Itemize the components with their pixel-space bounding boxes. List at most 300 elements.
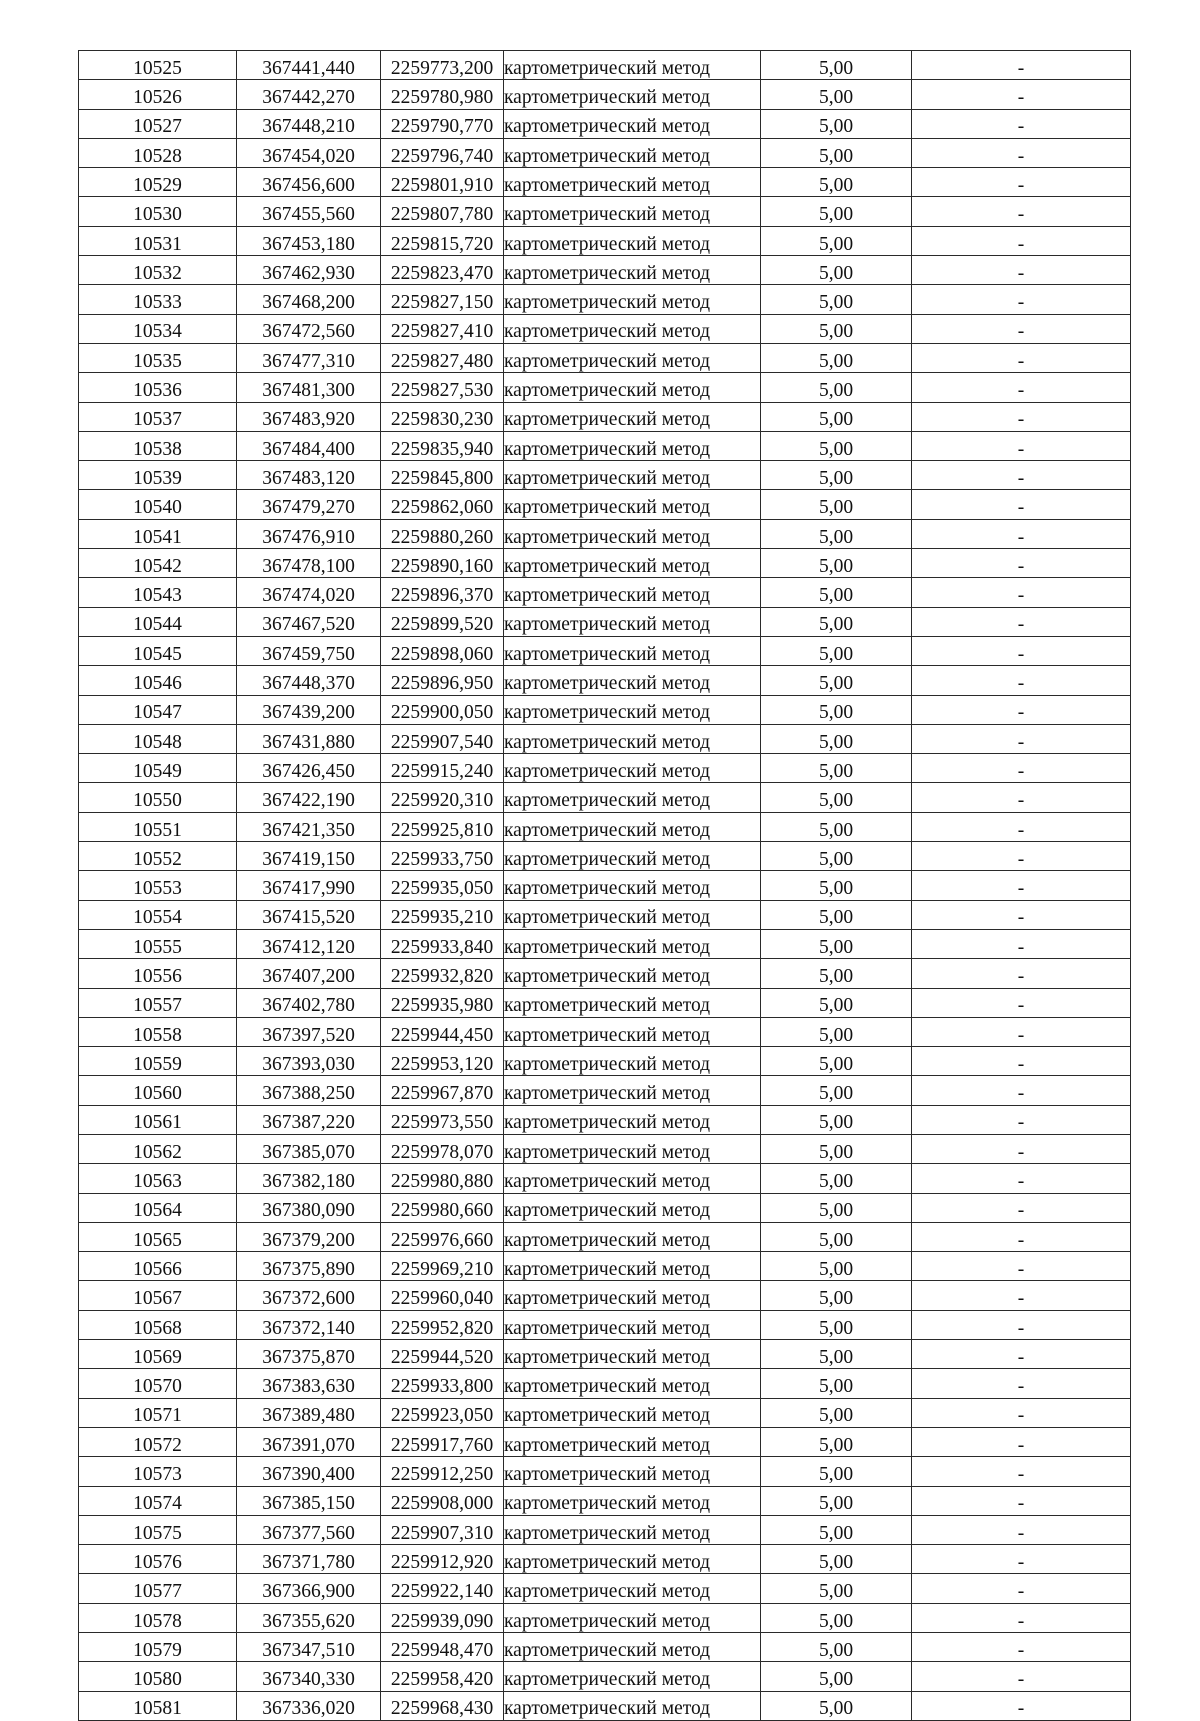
- y-coordinate-cell: 2259830,230: [381, 402, 504, 431]
- point-number-cell: 10557: [79, 988, 237, 1017]
- x-coordinate-cell: 367426,450: [237, 754, 381, 783]
- method-cell: картометрический метод: [504, 1574, 761, 1603]
- method-cell: картометрический метод: [504, 959, 761, 988]
- y-coordinate-cell: 2259960,040: [381, 1281, 504, 1310]
- table-row: [79, 1633, 1131, 1662]
- point-number-cell: 10566: [79, 1252, 237, 1281]
- x-coordinate-cell: 367372,140: [237, 1310, 381, 1339]
- method-cell: картометрический метод: [504, 1047, 761, 1076]
- y-coordinate-cell: 2259969,210: [381, 1252, 504, 1281]
- point-number-cell: 10575: [79, 1515, 237, 1544]
- x-coordinate-cell: 367402,780: [237, 988, 381, 1017]
- x-coordinate-cell: 367448,370: [237, 666, 381, 695]
- table-row: [79, 1574, 1131, 1603]
- accuracy-cell: 5,00: [761, 80, 912, 109]
- y-coordinate-cell: 2259922,140: [381, 1574, 504, 1603]
- method-cell: картометрический метод: [504, 842, 761, 871]
- description-cell: -: [912, 1369, 1131, 1398]
- method-cell: картометрический метод: [504, 1662, 761, 1691]
- accuracy-cell: 5,00: [761, 871, 912, 900]
- table-row: [79, 431, 1131, 460]
- point-number-cell: 10535: [79, 343, 237, 372]
- description-cell: -: [912, 1310, 1131, 1339]
- description-cell: -: [912, 988, 1131, 1017]
- description-cell: -: [912, 285, 1131, 314]
- table-row: [79, 607, 1131, 636]
- table-row: [79, 783, 1131, 812]
- point-number-cell: 10572: [79, 1427, 237, 1456]
- table-row: [79, 51, 1131, 80]
- description-cell: -: [912, 812, 1131, 841]
- table-row: [79, 168, 1131, 197]
- accuracy-cell: 5,00: [761, 842, 912, 871]
- method-cell: картометрический метод: [504, 109, 761, 138]
- x-coordinate-cell: 367391,070: [237, 1427, 381, 1456]
- method-cell: картометрический метод: [504, 1545, 761, 1574]
- method-cell: картометрический метод: [504, 431, 761, 460]
- table-row: [79, 695, 1131, 724]
- description-cell: -: [912, 724, 1131, 753]
- description-cell: -: [912, 549, 1131, 578]
- point-number-cell: 10546: [79, 666, 237, 695]
- y-coordinate-cell: 2259968,430: [381, 1691, 504, 1720]
- table-row: [79, 1457, 1131, 1486]
- x-coordinate-cell: 367467,520: [237, 607, 381, 636]
- x-coordinate-cell: 367479,270: [237, 490, 381, 519]
- point-number-cell: 10545: [79, 636, 237, 665]
- method-cell: картометрический метод: [504, 578, 761, 607]
- description-cell: -: [912, 226, 1131, 255]
- x-coordinate-cell: 367462,930: [237, 256, 381, 285]
- point-number-cell: 10561: [79, 1105, 237, 1134]
- accuracy-cell: 5,00: [761, 1427, 912, 1456]
- accuracy-cell: 5,00: [761, 724, 912, 753]
- description-cell: -: [912, 636, 1131, 665]
- table-row: [79, 1691, 1131, 1720]
- y-coordinate-cell: 2259948,470: [381, 1633, 504, 1662]
- point-number-cell: 10529: [79, 168, 237, 197]
- table-row: [79, 842, 1131, 871]
- table-row: [79, 1515, 1131, 1544]
- accuracy-cell: 5,00: [761, 461, 912, 490]
- table-row: [79, 1340, 1131, 1369]
- description-cell: -: [912, 1574, 1131, 1603]
- point-number-cell: 10573: [79, 1457, 237, 1486]
- table-row: [79, 373, 1131, 402]
- description-cell: -: [912, 197, 1131, 226]
- table-row: [79, 1193, 1131, 1222]
- y-coordinate-cell: 2259801,910: [381, 168, 504, 197]
- accuracy-cell: 5,00: [761, 1515, 912, 1544]
- y-coordinate-cell: 2259827,410: [381, 314, 504, 343]
- method-cell: картометрический метод: [504, 1281, 761, 1310]
- y-coordinate-cell: 2259912,920: [381, 1545, 504, 1574]
- accuracy-cell: 5,00: [761, 1486, 912, 1515]
- method-cell: картометрический метод: [504, 695, 761, 724]
- y-coordinate-cell: 2259925,810: [381, 812, 504, 841]
- method-cell: картометрический метод: [504, 1691, 761, 1720]
- accuracy-cell: 5,00: [761, 1281, 912, 1310]
- y-coordinate-cell: 2259917,760: [381, 1427, 504, 1456]
- y-coordinate-cell: 2259899,520: [381, 607, 504, 636]
- accuracy-cell: 5,00: [761, 783, 912, 812]
- point-number-cell: 10536: [79, 373, 237, 402]
- y-coordinate-cell: 2259880,260: [381, 519, 504, 548]
- point-number-cell: 10531: [79, 226, 237, 255]
- x-coordinate-cell: 367456,600: [237, 168, 381, 197]
- method-cell: картометрический метод: [504, 1369, 761, 1398]
- x-coordinate-cell: 367455,560: [237, 197, 381, 226]
- table-row: [79, 80, 1131, 109]
- y-coordinate-cell: 2259933,840: [381, 929, 504, 958]
- accuracy-cell: 5,00: [761, 314, 912, 343]
- point-number-cell: 10577: [79, 1574, 237, 1603]
- point-number-cell: 10544: [79, 607, 237, 636]
- accuracy-cell: 5,00: [761, 666, 912, 695]
- description-cell: -: [912, 1164, 1131, 1193]
- y-coordinate-cell: 2259827,150: [381, 285, 504, 314]
- description-cell: -: [912, 1662, 1131, 1691]
- x-coordinate-cell: 367375,870: [237, 1340, 381, 1369]
- table-row: [79, 1427, 1131, 1456]
- method-cell: картометрический метод: [504, 1252, 761, 1281]
- y-coordinate-cell: 2259933,800: [381, 1369, 504, 1398]
- point-number-cell: 10579: [79, 1633, 237, 1662]
- accuracy-cell: 5,00: [761, 636, 912, 665]
- y-coordinate-cell: 2259807,780: [381, 197, 504, 226]
- table-row: [79, 1252, 1131, 1281]
- x-coordinate-cell: 367412,120: [237, 929, 381, 958]
- x-coordinate-cell: 367366,900: [237, 1574, 381, 1603]
- y-coordinate-cell: 2259907,540: [381, 724, 504, 753]
- table-row: [79, 1486, 1131, 1515]
- x-coordinate-cell: 367397,520: [237, 1017, 381, 1046]
- method-cell: картометрический метод: [504, 285, 761, 314]
- x-coordinate-cell: 367355,620: [237, 1603, 381, 1632]
- accuracy-cell: 5,00: [761, 1545, 912, 1574]
- point-number-cell: 10558: [79, 1017, 237, 1046]
- method-cell: картометрический метод: [504, 1193, 761, 1222]
- description-cell: -: [912, 1281, 1131, 1310]
- x-coordinate-cell: 367459,750: [237, 636, 381, 665]
- x-coordinate-cell: 367377,560: [237, 1515, 381, 1544]
- x-coordinate-cell: 367441,440: [237, 51, 381, 80]
- table-row: [79, 197, 1131, 226]
- point-number-cell: 10526: [79, 80, 237, 109]
- coordinates-table-body: [79, 51, 1131, 1721]
- x-coordinate-cell: 367468,200: [237, 285, 381, 314]
- description-cell: -: [912, 1515, 1131, 1544]
- x-coordinate-cell: 367483,920: [237, 402, 381, 431]
- method-cell: картометрический метод: [504, 51, 761, 80]
- x-coordinate-cell: 367380,090: [237, 1193, 381, 1222]
- accuracy-cell: 5,00: [761, 695, 912, 724]
- description-cell: -: [912, 1603, 1131, 1632]
- method-cell: картометрический метод: [504, 256, 761, 285]
- y-coordinate-cell: 2259932,820: [381, 959, 504, 988]
- accuracy-cell: 5,00: [761, 607, 912, 636]
- accuracy-cell: 5,00: [761, 1633, 912, 1662]
- point-number-cell: 10550: [79, 783, 237, 812]
- description-cell: -: [912, 138, 1131, 167]
- accuracy-cell: 5,00: [761, 109, 912, 138]
- description-cell: -: [912, 1340, 1131, 1369]
- x-coordinate-cell: 367389,480: [237, 1398, 381, 1427]
- method-cell: картометрический метод: [504, 314, 761, 343]
- y-coordinate-cell: 2259790,770: [381, 109, 504, 138]
- x-coordinate-cell: 367385,070: [237, 1134, 381, 1163]
- x-coordinate-cell: 367379,200: [237, 1222, 381, 1251]
- accuracy-cell: 5,00: [761, 988, 912, 1017]
- x-coordinate-cell: 367387,220: [237, 1105, 381, 1134]
- description-cell: -: [912, 1427, 1131, 1456]
- method-cell: картометрический метод: [504, 1017, 761, 1046]
- table-row: [79, 314, 1131, 343]
- table-row: [79, 1047, 1131, 1076]
- point-number-cell: 10569: [79, 1340, 237, 1369]
- method-cell: картометрический метод: [504, 988, 761, 1017]
- point-number-cell: 10553: [79, 871, 237, 900]
- y-coordinate-cell: 2259976,660: [381, 1222, 504, 1251]
- description-cell: -: [912, 168, 1131, 197]
- method-cell: картометрический метод: [504, 80, 761, 109]
- table-row: [79, 1545, 1131, 1574]
- method-cell: картометрический метод: [504, 226, 761, 255]
- x-coordinate-cell: 367393,030: [237, 1047, 381, 1076]
- description-cell: -: [912, 1545, 1131, 1574]
- method-cell: картометрический метод: [504, 929, 761, 958]
- y-coordinate-cell: 2259900,050: [381, 695, 504, 724]
- table-row: [79, 636, 1131, 665]
- accuracy-cell: 5,00: [761, 226, 912, 255]
- point-number-cell: 10547: [79, 695, 237, 724]
- method-cell: картометрический метод: [504, 1457, 761, 1486]
- y-coordinate-cell: 2259935,980: [381, 988, 504, 1017]
- accuracy-cell: 5,00: [761, 256, 912, 285]
- point-number-cell: 10565: [79, 1222, 237, 1251]
- table-row: [79, 1222, 1131, 1251]
- accuracy-cell: 5,00: [761, 1252, 912, 1281]
- point-number-cell: 10580: [79, 1662, 237, 1691]
- accuracy-cell: 5,00: [761, 519, 912, 548]
- table-row: [79, 519, 1131, 548]
- accuracy-cell: 5,00: [761, 285, 912, 314]
- x-coordinate-cell: 367390,400: [237, 1457, 381, 1486]
- point-number-cell: 10563: [79, 1164, 237, 1193]
- accuracy-cell: 5,00: [761, 1369, 912, 1398]
- table-row: [79, 343, 1131, 372]
- table-row: [79, 1662, 1131, 1691]
- point-number-cell: 10555: [79, 929, 237, 958]
- table-row: [79, 1281, 1131, 1310]
- method-cell: картометрический метод: [504, 1603, 761, 1632]
- description-cell: -: [912, 1105, 1131, 1134]
- table-row: [79, 812, 1131, 841]
- accuracy-cell: 5,00: [761, 1398, 912, 1427]
- y-coordinate-cell: 2259973,550: [381, 1105, 504, 1134]
- accuracy-cell: 5,00: [761, 1164, 912, 1193]
- point-number-cell: 10554: [79, 900, 237, 929]
- accuracy-cell: 5,00: [761, 402, 912, 431]
- method-cell: картометрический метод: [504, 1310, 761, 1339]
- method-cell: картометрический метод: [504, 783, 761, 812]
- y-coordinate-cell: 2259944,520: [381, 1340, 504, 1369]
- accuracy-cell: 5,00: [761, 812, 912, 841]
- table-row: [79, 988, 1131, 1017]
- y-coordinate-cell: 2259815,720: [381, 226, 504, 255]
- table-row: [79, 871, 1131, 900]
- description-cell: -: [912, 607, 1131, 636]
- description-cell: -: [912, 1047, 1131, 1076]
- table-row: [79, 1398, 1131, 1427]
- method-cell: картометрический метод: [504, 1427, 761, 1456]
- y-coordinate-cell: 2259896,950: [381, 666, 504, 695]
- method-cell: картометрический метод: [504, 197, 761, 226]
- description-cell: -: [912, 900, 1131, 929]
- x-coordinate-cell: 367421,350: [237, 812, 381, 841]
- x-coordinate-cell: 367388,250: [237, 1076, 381, 1105]
- accuracy-cell: 5,00: [761, 1193, 912, 1222]
- x-coordinate-cell: 367474,020: [237, 578, 381, 607]
- method-cell: картометрический метод: [504, 636, 761, 665]
- description-cell: -: [912, 1457, 1131, 1486]
- y-coordinate-cell: 2259944,450: [381, 1017, 504, 1046]
- accuracy-cell: 5,00: [761, 1134, 912, 1163]
- y-coordinate-cell: 2259958,420: [381, 1662, 504, 1691]
- accuracy-cell: 5,00: [761, 197, 912, 226]
- y-coordinate-cell: 2259923,050: [381, 1398, 504, 1427]
- method-cell: картометрический метод: [504, 373, 761, 402]
- table-row: [79, 900, 1131, 929]
- method-cell: картометрический метод: [504, 461, 761, 490]
- point-number-cell: 10551: [79, 812, 237, 841]
- method-cell: картометрический метод: [504, 1633, 761, 1662]
- y-coordinate-cell: 2259952,820: [381, 1310, 504, 1339]
- x-coordinate-cell: 367448,210: [237, 109, 381, 138]
- x-coordinate-cell: 367415,520: [237, 900, 381, 929]
- description-cell: -: [912, 1222, 1131, 1251]
- description-cell: -: [912, 1193, 1131, 1222]
- y-coordinate-cell: 2259939,090: [381, 1603, 504, 1632]
- x-coordinate-cell: 367419,150: [237, 842, 381, 871]
- method-cell: картометрический метод: [504, 519, 761, 548]
- description-cell: -: [912, 1017, 1131, 1046]
- description-cell: -: [912, 666, 1131, 695]
- table-row: [79, 402, 1131, 431]
- point-number-cell: 10574: [79, 1486, 237, 1515]
- method-cell: картометрический метод: [504, 812, 761, 841]
- y-coordinate-cell: 2259796,740: [381, 138, 504, 167]
- point-number-cell: 10530: [79, 197, 237, 226]
- point-number-cell: 10537: [79, 402, 237, 431]
- description-cell: -: [912, 343, 1131, 372]
- description-cell: -: [912, 1252, 1131, 1281]
- description-cell: -: [912, 1633, 1131, 1662]
- point-number-cell: 10568: [79, 1310, 237, 1339]
- point-number-cell: 10527: [79, 109, 237, 138]
- x-coordinate-cell: 367347,510: [237, 1633, 381, 1662]
- description-cell: -: [912, 373, 1131, 402]
- point-number-cell: 10570: [79, 1369, 237, 1398]
- table-row: [79, 1603, 1131, 1632]
- accuracy-cell: 5,00: [761, 1076, 912, 1105]
- method-cell: картометрический метод: [504, 1076, 761, 1105]
- table-row: [79, 138, 1131, 167]
- point-number-cell: 10564: [79, 1193, 237, 1222]
- description-cell: -: [912, 842, 1131, 871]
- method-cell: картометрический метод: [504, 1164, 761, 1193]
- y-coordinate-cell: 2259967,870: [381, 1076, 504, 1105]
- y-coordinate-cell: 2259898,060: [381, 636, 504, 665]
- x-coordinate-cell: 367422,190: [237, 783, 381, 812]
- description-cell: -: [912, 1134, 1131, 1163]
- y-coordinate-cell: 2259953,120: [381, 1047, 504, 1076]
- y-coordinate-cell: 2259890,160: [381, 549, 504, 578]
- y-coordinate-cell: 2259980,880: [381, 1164, 504, 1193]
- table-row: [79, 1310, 1131, 1339]
- point-number-cell: 10549: [79, 754, 237, 783]
- x-coordinate-cell: 367417,990: [237, 871, 381, 900]
- point-number-cell: 10578: [79, 1603, 237, 1632]
- x-coordinate-cell: 367472,560: [237, 314, 381, 343]
- accuracy-cell: 5,00: [761, 1310, 912, 1339]
- point-number-cell: 10556: [79, 959, 237, 988]
- y-coordinate-cell: 2259915,240: [381, 754, 504, 783]
- accuracy-cell: 5,00: [761, 929, 912, 958]
- x-coordinate-cell: 367407,200: [237, 959, 381, 988]
- point-number-cell: 10559: [79, 1047, 237, 1076]
- y-coordinate-cell: 2259920,310: [381, 783, 504, 812]
- x-coordinate-cell: 367431,880: [237, 724, 381, 753]
- table-row: [79, 461, 1131, 490]
- description-cell: -: [912, 80, 1131, 109]
- table-row: [79, 256, 1131, 285]
- method-cell: картометрический метод: [504, 402, 761, 431]
- accuracy-cell: 5,00: [761, 578, 912, 607]
- description-cell: -: [912, 461, 1131, 490]
- table-row: [79, 578, 1131, 607]
- accuracy-cell: 5,00: [761, 1340, 912, 1369]
- accuracy-cell: 5,00: [761, 549, 912, 578]
- point-number-cell: 10538: [79, 431, 237, 460]
- description-cell: -: [912, 256, 1131, 285]
- y-coordinate-cell: 2259823,470: [381, 256, 504, 285]
- table-row: [79, 1369, 1131, 1398]
- y-coordinate-cell: 2259978,070: [381, 1134, 504, 1163]
- point-number-cell: 10576: [79, 1545, 237, 1574]
- description-cell: -: [912, 578, 1131, 607]
- method-cell: картометрический метод: [504, 1222, 761, 1251]
- y-coordinate-cell: 2259980,660: [381, 1193, 504, 1222]
- method-cell: картометрический метод: [504, 549, 761, 578]
- point-number-cell: 10542: [79, 549, 237, 578]
- point-number-cell: 10543: [79, 578, 237, 607]
- point-number-cell: 10525: [79, 51, 237, 80]
- point-number-cell: 10533: [79, 285, 237, 314]
- description-cell: -: [912, 1691, 1131, 1720]
- y-coordinate-cell: 2259835,940: [381, 431, 504, 460]
- point-number-cell: 10548: [79, 724, 237, 753]
- description-cell: -: [912, 402, 1131, 431]
- y-coordinate-cell: 2259912,250: [381, 1457, 504, 1486]
- x-coordinate-cell: 367453,180: [237, 226, 381, 255]
- accuracy-cell: 5,00: [761, 51, 912, 80]
- description-cell: -: [912, 519, 1131, 548]
- method-cell: картометрический метод: [504, 900, 761, 929]
- accuracy-cell: 5,00: [761, 343, 912, 372]
- method-cell: картометрический метод: [504, 754, 761, 783]
- accuracy-cell: 5,00: [761, 754, 912, 783]
